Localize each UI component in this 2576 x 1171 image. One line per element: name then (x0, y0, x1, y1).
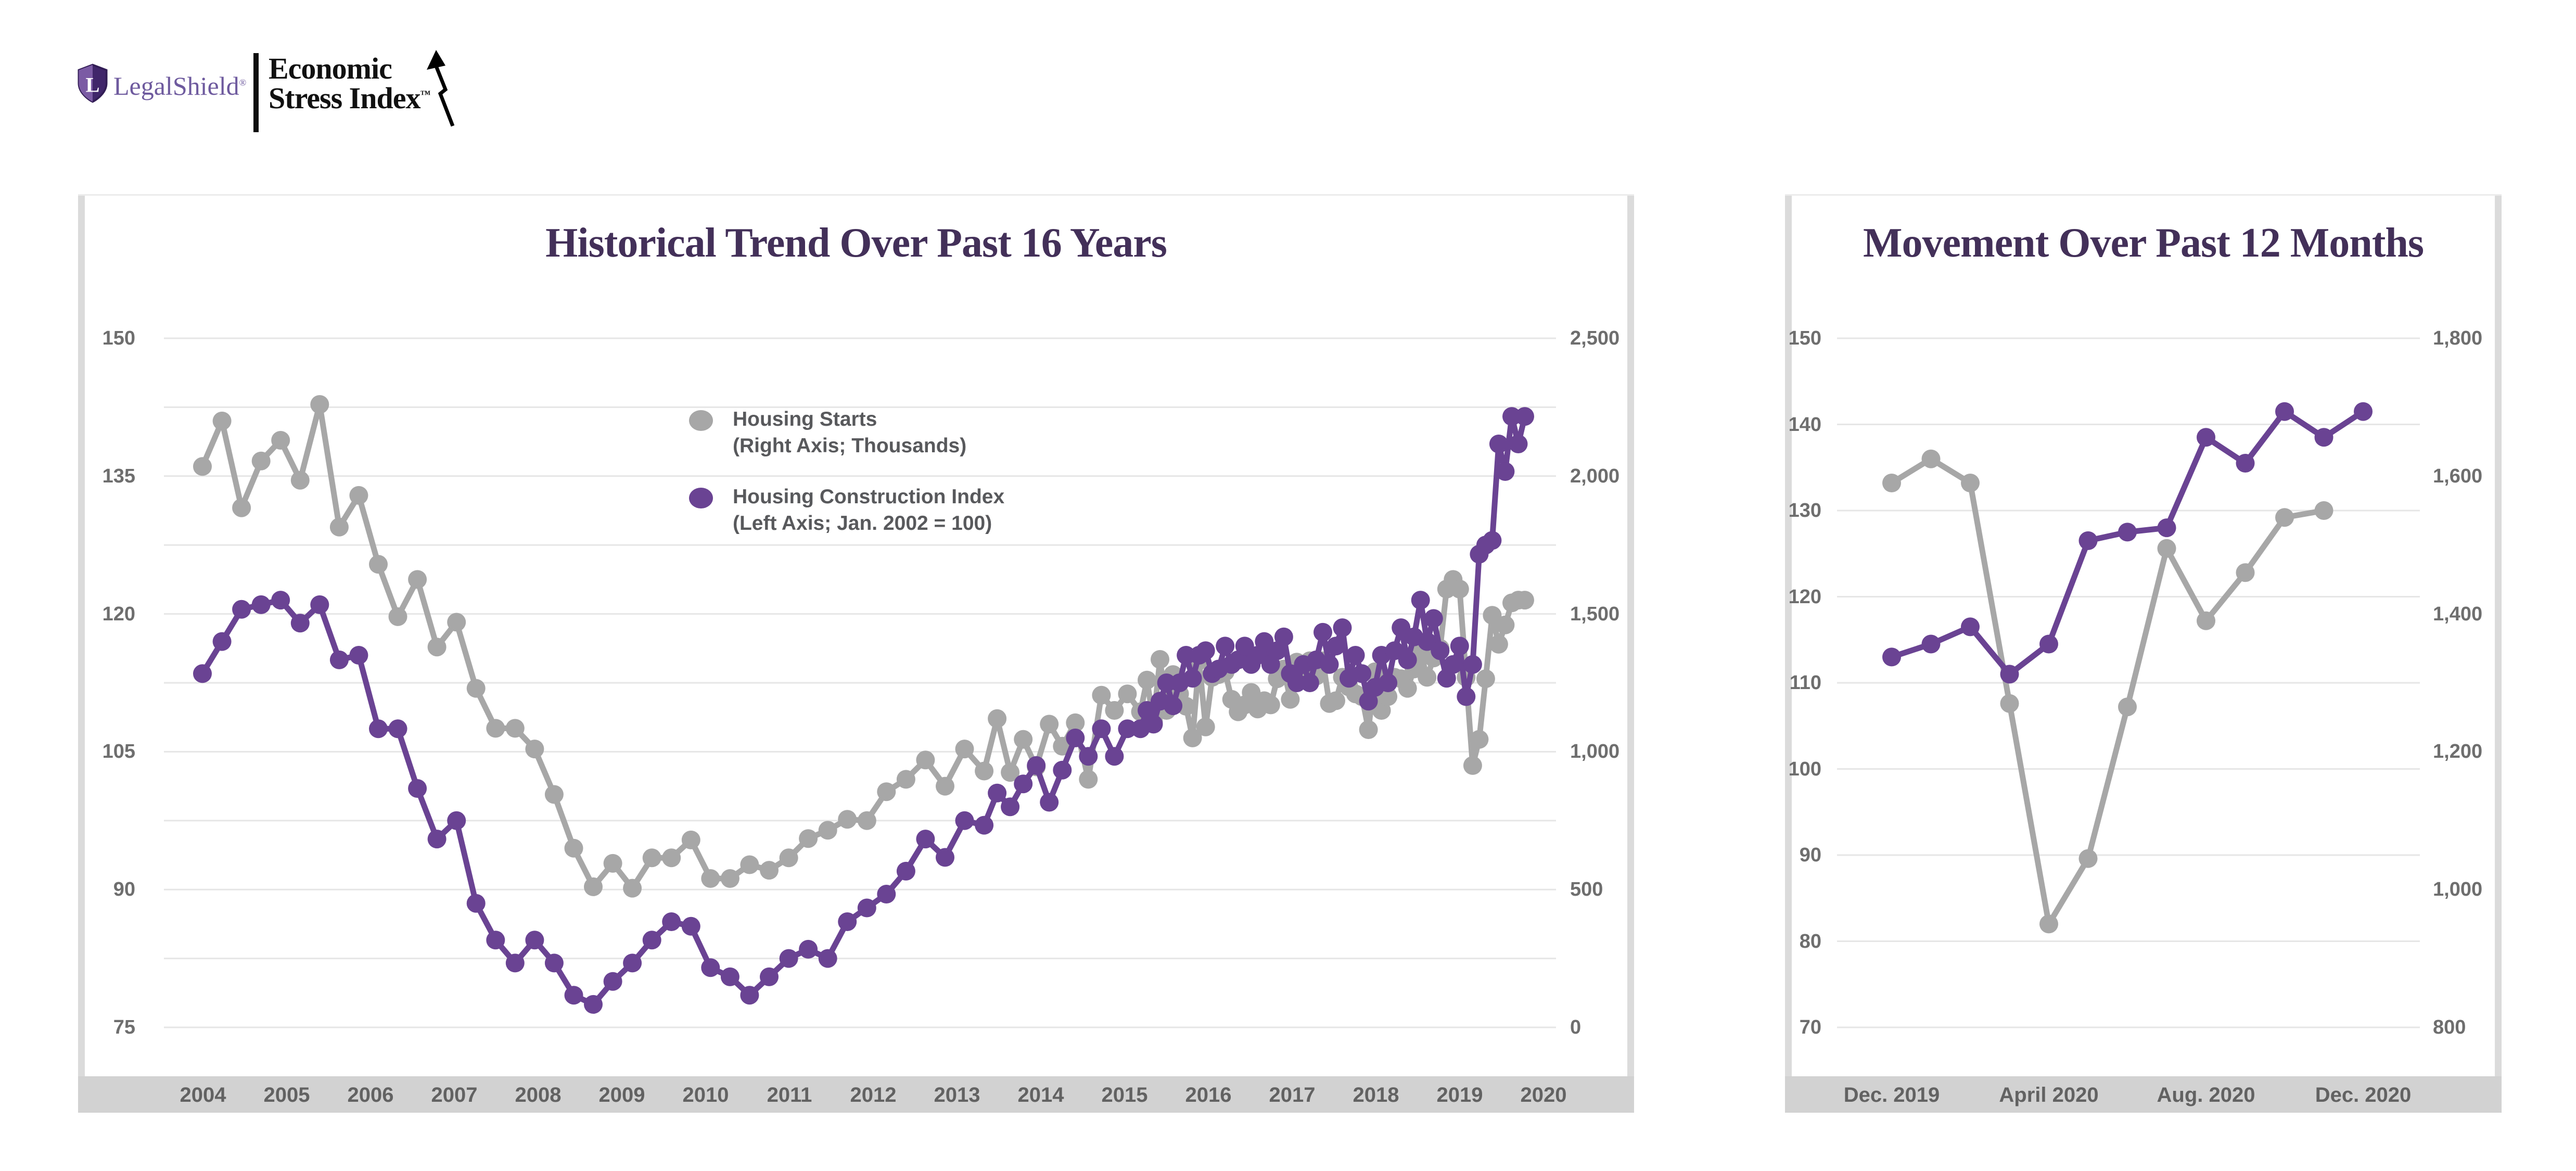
y-axis-label: 0 (1570, 1016, 1582, 1038)
y-axis-label: 1,200 (2433, 741, 2483, 763)
x-axis-label: 2016 (1185, 1084, 1232, 1106)
y-axis-label: 120 (102, 603, 135, 625)
y-axis-label: 135 (102, 465, 135, 487)
x-axis-label: 2011 (767, 1084, 812, 1106)
y-axis-label: 2,500 (1570, 327, 1620, 349)
y-axis-label: 130 (1788, 500, 1821, 521)
y-axis-label: 80 (1799, 930, 1821, 952)
x-axis-label: 2020 (1520, 1084, 1567, 1106)
historical-trend-chart-panel (78, 194, 1634, 1113)
chart-plot (164, 338, 1556, 1027)
chart-title: Movement Over Past 12 Months (1863, 220, 2424, 266)
y-axis-label: 1,800 (2433, 327, 2483, 349)
y-axis-label: 1,500 (1570, 603, 1620, 625)
x-axis-label: 2012 (850, 1084, 897, 1106)
y-axis-label: 2,000 (1570, 465, 1620, 487)
y-axis-label: 140 (1788, 413, 1821, 436)
x-axis-label: 2004 (180, 1084, 226, 1106)
y-axis-label: 100 (1788, 758, 1821, 780)
svg-text:L: L (85, 73, 100, 97)
x-axis-label: 2008 (515, 1084, 562, 1106)
logo-divider (253, 53, 259, 132)
y-axis-label: 1,000 (1570, 741, 1620, 763)
y-axis-label: 1,600 (2433, 465, 2483, 487)
x-axis-label: Dec. 2019 (1843, 1084, 1940, 1106)
x-axis-label: April 2020 (1999, 1084, 2099, 1106)
x-axis-label: 2015 (1101, 1084, 1148, 1106)
y-axis-label: 800 (2433, 1016, 2466, 1038)
chart-title: Historical Trend Over Past 16 Years (545, 220, 1167, 266)
x-axis-label: 2014 (1017, 1084, 1064, 1106)
x-axis-label: 2017 (1269, 1084, 1316, 1106)
registered-mark: ® (239, 77, 247, 88)
x-axis-label: 2013 (934, 1084, 980, 1106)
x-axis-label: 2005 (263, 1084, 310, 1106)
x-axis-label: 2019 (1436, 1084, 1483, 1106)
brand-name: LegalShield® (113, 71, 247, 100)
legend-label: Housing Construction Index (Left Axis; Jan. 2002 = 100) (733, 485, 1005, 535)
y-axis-label: 150 (1788, 327, 1821, 349)
x-axis-label: Dec. 2020 (2315, 1084, 2412, 1106)
y-axis-label: 120 (1788, 586, 1821, 608)
y-axis-label: 90 (1799, 844, 1821, 866)
legalshield-logo (73, 47, 593, 151)
legend-label: Housing Starts (Right Axis; Thousands) (733, 408, 967, 457)
x-axis-label: 2018 (1353, 1084, 1399, 1106)
trademark-mark: ™ (420, 88, 430, 100)
y-axis-label: 75 (113, 1016, 135, 1038)
legalshield-shield-icon (76, 63, 109, 103)
y-axis-label: 105 (102, 741, 135, 763)
x-axis-label: Aug. 2020 (2157, 1084, 2255, 1106)
y-axis-label: 90 (113, 879, 135, 901)
y-axis-label: 1,400 (2433, 603, 2483, 625)
x-axis-strip (78, 1076, 1634, 1113)
x-axis-label: 2006 (347, 1084, 394, 1106)
x-axis-label: 2009 (598, 1084, 645, 1106)
product-name: Economic Stress Index™ (269, 52, 430, 115)
x-axis-label: 2010 (682, 1084, 729, 1106)
chart-plot (1837, 338, 2420, 1027)
y-axis-label: 500 (1570, 879, 1603, 901)
trend-arrow-icon (420, 49, 488, 132)
x-axis-label: 2007 (431, 1084, 478, 1106)
movement-chart-panel (1785, 194, 2502, 1113)
y-axis-label: 150 (102, 327, 135, 349)
y-axis-label: 110 (1789, 672, 1821, 694)
y-axis-label: 70 (1799, 1016, 1821, 1038)
y-axis-label: 1,000 (2433, 879, 2483, 901)
x-axis-strip (1785, 1076, 2502, 1113)
